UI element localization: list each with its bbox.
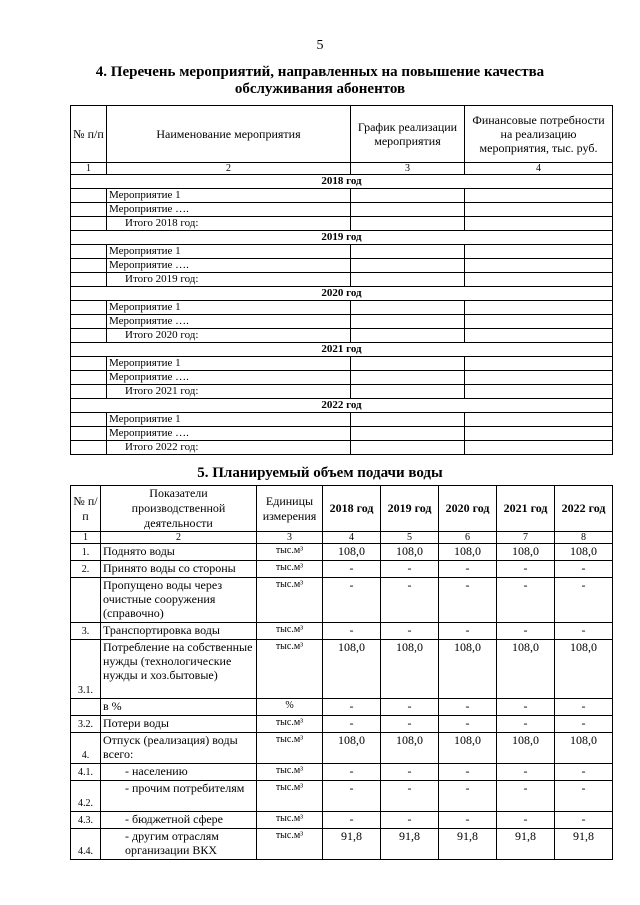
total-label: Итого 2018 год: (107, 217, 351, 231)
value-2022: - (555, 764, 613, 781)
measures-table (70, 105, 613, 455)
value-2021: - (497, 699, 555, 716)
value-2018: 108,0 (323, 640, 381, 699)
table-row (71, 829, 613, 860)
value-2019: - (381, 764, 439, 781)
value-2022: - (555, 716, 613, 733)
indicator-name: Поднято воды (101, 544, 257, 561)
indicator-name: - бюджетной сфере (101, 812, 257, 829)
table-row (71, 623, 613, 640)
year-row (71, 231, 613, 245)
row-number (71, 578, 101, 623)
unit: тыс.м³ (257, 640, 323, 699)
table-row (71, 245, 613, 259)
header-num: № п/п (71, 486, 101, 532)
total-row (71, 385, 613, 399)
value-2020: - (439, 561, 497, 578)
row-number: 4.3. (71, 812, 101, 829)
value-2021: - (497, 764, 555, 781)
table-row (71, 544, 613, 561)
total-row (71, 273, 613, 287)
table-row (71, 699, 613, 716)
measure-name: Мероприятие …. (107, 371, 351, 385)
measures-header-row (71, 106, 613, 163)
value-2021: - (497, 716, 555, 733)
value-2022: - (555, 812, 613, 829)
section4-title-line1: 4. Перечень мероприятий, направленных на повышение качества (95, 64, 545, 80)
value-2021: 108,0 (497, 733, 555, 764)
value-2018: - (323, 623, 381, 640)
unit: тыс.м³ (257, 781, 323, 812)
value-2022: - (555, 623, 613, 640)
value-2019: 108,0 (381, 640, 439, 699)
unit: тыс.м³ (257, 764, 323, 781)
header-unit: Единицы измерения (257, 486, 323, 532)
value-2019: - (381, 699, 439, 716)
value-2018: - (323, 781, 381, 812)
row-number: 4.4. (71, 829, 101, 860)
year-label: 2019 год (71, 231, 613, 245)
value-2022: 108,0 (555, 544, 613, 561)
measure-name: Мероприятие 1 (107, 357, 351, 371)
value-2019: 108,0 (381, 544, 439, 561)
value-2019: - (381, 561, 439, 578)
year-row (71, 175, 613, 189)
measure-name: Мероприятие …. (107, 203, 351, 217)
unit: тыс.м³ (257, 623, 323, 640)
measure-name: Мероприятие …. (107, 315, 351, 329)
table-row (71, 640, 613, 699)
column-numbers-row (71, 532, 613, 544)
header-num: № п/п (71, 106, 107, 163)
measure-name: Мероприятие 1 (107, 301, 351, 315)
row-number: 2. (71, 561, 101, 578)
value-2020: - (439, 781, 497, 812)
row-number: 3.2. (71, 716, 101, 733)
value-2020: - (439, 716, 497, 733)
indicator-name: Отпуск (реализация) воды всего: (101, 733, 257, 764)
table-row (71, 413, 613, 427)
value-2018: - (323, 561, 381, 578)
row-number: 1. (71, 544, 101, 561)
total-row (71, 441, 613, 455)
row-number: 3.1. (71, 640, 101, 699)
table-row (71, 578, 613, 623)
value-2021: 108,0 (497, 640, 555, 699)
indicator-name: Потери воды (101, 716, 257, 733)
value-2020: 108,0 (439, 733, 497, 764)
unit: тыс.м³ (257, 829, 323, 860)
unit: тыс.м³ (257, 716, 323, 733)
header-year: 2020 год (439, 486, 497, 532)
total-label: Итого 2021 год: (107, 385, 351, 399)
measure-name: Мероприятие …. (107, 259, 351, 273)
value-2019: - (381, 812, 439, 829)
row-number: 4.2. (71, 781, 101, 812)
indicator-name: в % (101, 699, 257, 716)
value-2019: - (381, 578, 439, 623)
row-number: 4.1. (71, 764, 101, 781)
value-2022: - (555, 699, 613, 716)
value-2019: 91,8 (381, 829, 439, 860)
col-number: 7 (497, 532, 555, 544)
water-supply-table (70, 485, 613, 860)
header-year: 2022 год (555, 486, 613, 532)
value-2020: 108,0 (439, 640, 497, 699)
section4-title-line2: обслуживания абонентов (234, 81, 406, 97)
table-row (71, 357, 613, 371)
value-2019: - (381, 716, 439, 733)
table-row (71, 764, 613, 781)
value-2019: - (381, 781, 439, 812)
header-schedule: График реализации мероприятия (351, 106, 465, 163)
value-2021: - (497, 578, 555, 623)
row-number: 3. (71, 623, 101, 640)
col-number: 2 (107, 163, 351, 175)
value-2021: - (497, 561, 555, 578)
indicator-name: - другим отраслям организации ВКХ (101, 829, 257, 860)
indicator-name: Потребление на собственные нужды (технологические нужды и хоз.бытовые) (101, 640, 257, 699)
total-label: Итого 2022 год: (107, 441, 351, 455)
value-2021: 91,8 (497, 829, 555, 860)
table-row (71, 315, 613, 329)
col-number: 6 (439, 532, 497, 544)
measure-name: Мероприятие 1 (107, 245, 351, 259)
value-2022: - (555, 578, 613, 623)
indicator-name: - населению (101, 764, 257, 781)
value-2021: - (497, 623, 555, 640)
page-number: 5 (316, 38, 324, 53)
year-label: 2021 год (71, 343, 613, 357)
col-number: 3 (257, 532, 323, 544)
col-number: 4 (323, 532, 381, 544)
row-number: 4. (71, 733, 101, 764)
table-row (71, 733, 613, 764)
col-number: 2 (101, 532, 257, 544)
row-number (71, 699, 101, 716)
col-number: 4 (465, 163, 613, 175)
value-2018: 108,0 (323, 733, 381, 764)
value-2022: 108,0 (555, 640, 613, 699)
value-2020: - (439, 764, 497, 781)
value-2018: 108,0 (323, 544, 381, 561)
table-row (71, 203, 613, 217)
col-number: 1 (71, 163, 107, 175)
value-2020: - (439, 623, 497, 640)
value-2018: - (323, 716, 381, 733)
unit: тыс.м³ (257, 733, 323, 764)
measure-name: Мероприятие …. (107, 427, 351, 441)
value-2022: - (555, 561, 613, 578)
year-label: 2022 год (71, 399, 613, 413)
value-2020: 108,0 (439, 544, 497, 561)
table-row (71, 259, 613, 273)
unit: тыс.м³ (257, 561, 323, 578)
header-indicator: Показатели производственной деятельности (101, 486, 257, 532)
unit: % (257, 699, 323, 716)
value-2020: 91,8 (439, 829, 497, 860)
unit: тыс.м³ (257, 812, 323, 829)
table-row (71, 301, 613, 315)
value-2022: - (555, 781, 613, 812)
year-label: 2018 год (71, 175, 613, 189)
year-label: 2020 год (71, 287, 613, 301)
year-row (71, 399, 613, 413)
unit: тыс.м³ (257, 578, 323, 623)
col-number: 8 (555, 532, 613, 544)
value-2020: - (439, 812, 497, 829)
value-2019: 108,0 (381, 733, 439, 764)
header-year: 2019 год (381, 486, 439, 532)
total-label: Итого 2020 год: (107, 329, 351, 343)
value-2020: - (439, 699, 497, 716)
value-2021: - (497, 781, 555, 812)
header-year: 2018 год (323, 486, 381, 532)
table-row (71, 189, 613, 203)
total-row (71, 217, 613, 231)
table-row (71, 781, 613, 812)
header-year: 2021 год (497, 486, 555, 532)
header-financing: Финансовые потребности на реализацию мероприятия, тыс. руб. (465, 106, 613, 163)
indicator-name: Принято воды со стороны (101, 561, 257, 578)
value-2021: 108,0 (497, 544, 555, 561)
value-2022: 91,8 (555, 829, 613, 860)
table-row (71, 371, 613, 385)
section5-title: 5. Планируемый объем подачи воды (197, 465, 443, 481)
value-2020: - (439, 578, 497, 623)
header-measure-name: Наименование мероприятия (107, 106, 351, 163)
indicator-name: - прочим потребителям (101, 781, 257, 812)
unit: тыс.м³ (257, 544, 323, 561)
measure-name: Мероприятие 1 (107, 189, 351, 203)
measure-name: Мероприятие 1 (107, 413, 351, 427)
col-number: 1 (71, 532, 101, 544)
year-row (71, 343, 613, 357)
value-2018: 91,8 (323, 829, 381, 860)
table-row (71, 716, 613, 733)
value-2019: - (381, 623, 439, 640)
value-2018: - (323, 764, 381, 781)
col-number: 3 (351, 163, 465, 175)
year-row (71, 287, 613, 301)
table-row (71, 812, 613, 829)
value-2018: - (323, 812, 381, 829)
value-2022: 108,0 (555, 733, 613, 764)
table-row (71, 561, 613, 578)
column-numbers-row (71, 163, 613, 175)
value-2021: - (497, 812, 555, 829)
supply-header-row (71, 486, 613, 532)
indicator-name: Пропущено воды через очистные сооружения (справочно) (101, 578, 257, 623)
table-row (71, 427, 613, 441)
indicator-name: Транспортировка воды (101, 623, 257, 640)
col-number: 5 (381, 532, 439, 544)
total-row (71, 329, 613, 343)
value-2018: - (323, 578, 381, 623)
total-label: Итого 2019 год: (107, 273, 351, 287)
value-2018: - (323, 699, 381, 716)
